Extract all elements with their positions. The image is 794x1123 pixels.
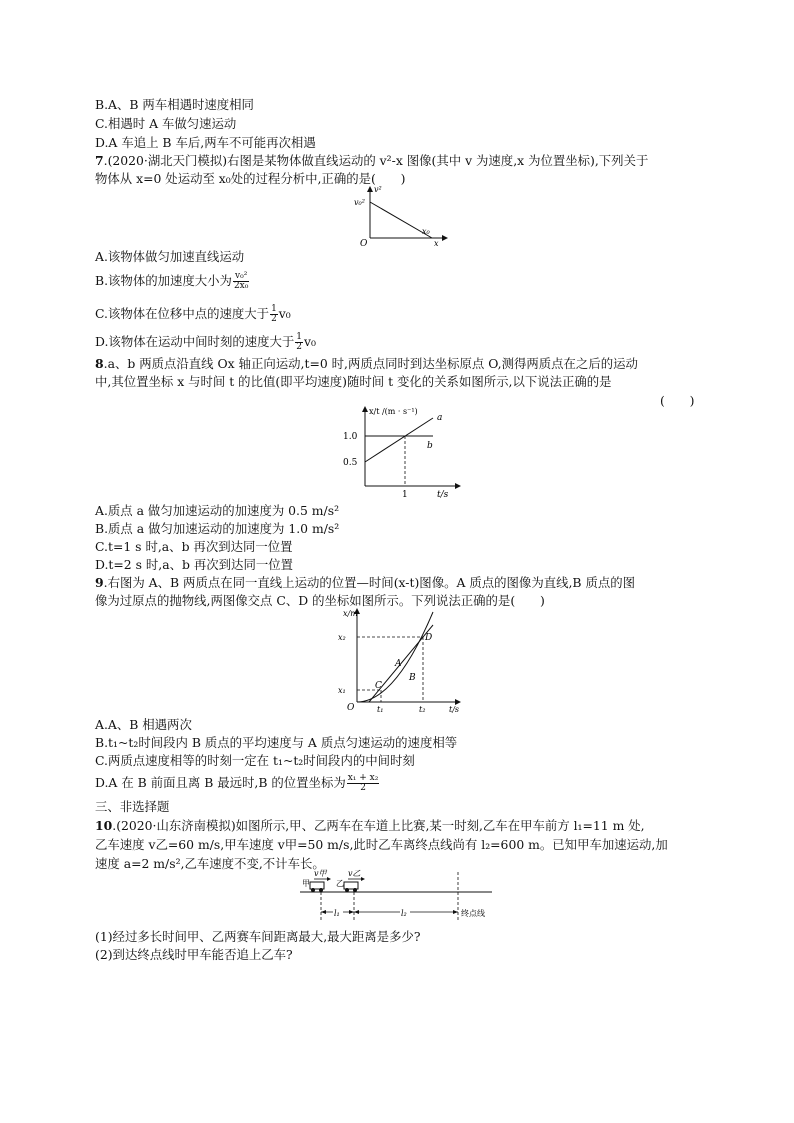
q7-stem-line1: 7.(2020·湖北天门模拟)右图是某物体做直线运动的 v²-x 图像(其中 v 为速度,x 为位置坐标),下列关于	[95, 153, 649, 168]
q9-option-c: C.两质点速度相等的时刻一定在 t₁~t₂时间段内的中间时刻	[95, 753, 415, 768]
q9-curve-b	[357, 612, 433, 702]
q10-figure	[296, 868, 506, 924]
q8-stem-line1: 8.a、b 两质点沿直线 Ox 轴正向运动,t=0 时,两质点同时到达坐标原点 O,测得两质点在之后的运动	[95, 356, 638, 371]
q9-x2-label: x₂	[338, 633, 346, 642]
q8-y-label: x/t /(m · s⁻¹)	[369, 407, 418, 416]
q10-car-jia-wheel-icon	[319, 888, 323, 892]
q9-label-b: B	[409, 673, 416, 683]
q8-figure	[335, 404, 465, 500]
q10-stem-line2: 乙车速度 v乙=60 m/s,甲车速度 v甲=50 m/s,此时乙车离终点线尚有 l₂=600 m。已知甲车加速运动,加	[95, 837, 668, 852]
q10-sub2: (2)到达终点线时甲车能否追上乙车?	[95, 947, 293, 962]
q9-point-d: D	[425, 633, 433, 643]
q8-y-tick-1: 1.0	[343, 432, 358, 442]
q9-x1-label: x₁	[338, 686, 346, 695]
q9-y-label: x/m	[343, 609, 358, 618]
q6-option-d: D.A 车追上 B 车后,两车不可能再次相遇	[95, 135, 316, 150]
q8-option-a: A.质点 a 做匀加速运动的加速度为 0.5 m/s²	[95, 503, 340, 518]
q9-option-a: A.A、B 相遇两次	[95, 717, 192, 732]
q7-y0-label: v₀²	[354, 198, 365, 207]
q7-origin-label: O	[360, 239, 368, 248]
q8-label-a: a	[437, 413, 443, 423]
section-heading: 三、非选择题	[95, 799, 170, 814]
q9-t2-label: t₂	[419, 705, 426, 714]
q10-v-yi-arrow-icon	[361, 877, 365, 881]
q7-option-d-fraction: $\frac{1}{2}$	[296, 332, 303, 352]
q10-l2-label: l₂	[401, 909, 407, 918]
q9-option-d-fraction: $\frac{\text{x₁ + x₂}}{2}$	[347, 773, 379, 793]
q9-number: 9	[95, 575, 104, 590]
q8-x-tick-1: 1	[402, 490, 408, 500]
q7-x-label: x	[434, 239, 439, 248]
q8-x-label: t/s	[437, 490, 449, 500]
q8-answer-paren: ( )	[660, 393, 695, 408]
q9-x-label: t/s	[449, 705, 460, 714]
q7-option-d: D.该物体在运动中间时刻的速度大于 $\frac{1}{2}$ v₀	[95, 332, 316, 352]
q7-option-a: A.该物体做匀加速直线运动	[95, 249, 245, 264]
q8-y-tick-05: 0.5	[343, 458, 358, 468]
q10-dim-l1-arrow-icon	[321, 910, 326, 914]
q9-point-c: C	[375, 681, 382, 691]
q10-stem-line3: 速度 a=2 m/s²,乙车速度不变,不计车长。	[95, 856, 325, 871]
q10-dim-l2-arrow-icon	[453, 910, 458, 914]
q10-car-jia-icon	[310, 882, 324, 889]
q10-number: 10	[95, 818, 113, 833]
q9-t1-label: t₁	[377, 705, 384, 714]
q9-stem-line2: 像为过原点的抛物线,两图像交点 C、D 的坐标如图所示。下列说法正确的是( )	[95, 593, 545, 608]
q10-car-yi-wheel-icon	[353, 888, 357, 892]
q10-v-jia-arrow-icon	[327, 877, 331, 881]
q10-car-jia-wheel-icon	[311, 888, 315, 892]
q7-option-b: B.该物体的加速度大小为 $\frac{\text{v₀²}}{\text{2x₀}}$	[95, 271, 249, 291]
q8-label-b: b	[427, 441, 433, 451]
q7-option-c-fraction: $\frac{1}{2}$	[271, 304, 277, 324]
q9-figure	[335, 606, 470, 718]
q10-l1-label: l₁	[334, 909, 340, 918]
q7-x-arrow-icon	[442, 235, 448, 241]
q6-option-b: B.A、B 两车相遇时速度相同	[95, 97, 254, 112]
q7-option-c: C.该物体在位移中点的速度大于 $\frac{1}{2}$ v₀	[95, 304, 291, 324]
q8-option-b: B.质点 a 做匀加速运动的加速度为 1.0 m/s²	[95, 521, 340, 536]
q7-stem-line2: 物体从 x=0 处运动至 x₀处的过程分析中,正确的是( )	[95, 171, 406, 186]
q10-v-yi-label: v乙	[348, 869, 361, 878]
q7-option-b-fraction: $\frac{\text{v₀²}}{\text{2x₀}}$	[233, 271, 249, 291]
q10-v-jia-label: v甲	[314, 869, 327, 878]
q10-car-yi-wheel-icon	[345, 888, 349, 892]
q10-finish-label: 终点线	[461, 909, 485, 918]
q7-number: 7	[95, 153, 104, 168]
q9-option-d: D.A 在 B 前面且离 B 最远时,B 的位置坐标为 $\frac{\text{x₁ + x₂}}{2}$	[95, 773, 379, 793]
q8-option-d: D.t=2 s 时,a、b 再次到达同一位置	[95, 557, 294, 572]
q9-origin-label: O	[347, 703, 355, 713]
q10-car-yi-icon	[344, 882, 358, 889]
q10-car-jia-label: 甲	[302, 879, 310, 888]
q10-dim-l1-arrow-icon	[349, 910, 354, 914]
q7-x0-label: x₀	[422, 227, 430, 236]
q8-stem-line2: 中,其位置坐标 x 与时间 t 的比值(即平均速度)随时间 t 变化的关系如图所示,以下说法正确的是	[95, 374, 612, 389]
q7-figure	[340, 184, 450, 248]
q10-sub1: (1)经过多长时间甲、乙两赛车间距离最大,最大距离是多少?	[95, 929, 421, 944]
q8-number: 8	[95, 356, 104, 371]
q9-option-b: B.t₁~t₂时间段内 B 质点的平均速度与 A 质点匀速运动的速度相等	[95, 735, 458, 750]
q10-dim-l2-arrow-icon	[354, 910, 359, 914]
q8-x-arrow-icon	[455, 483, 461, 489]
q6-option-c: C.相遇时 A 车做匀速运动	[95, 116, 237, 131]
q10-car-yi-label: 乙	[336, 879, 344, 888]
q9-stem-line1: 9.右图为 A、B 两质点在同一直线上运动的位置—时间(x-t)图像。A 质点的图像为直线,B 质点的图	[95, 575, 636, 590]
q9-label-a: A	[395, 659, 402, 669]
q8-y-arrow-icon	[362, 406, 368, 412]
q7-y-label: v²	[374, 185, 382, 194]
q8-line-a	[365, 418, 433, 462]
q7-y-arrow-icon	[367, 186, 373, 192]
q10-stem-line1: 10.(2020·山东济南模拟)如图所示,甲、乙两车在车道上比赛,某一时刻,乙车在甲车前方 l₁=11 m 处,	[95, 818, 645, 833]
q8-option-c: C.t=1 s 时,a、b 再次到达同一位置	[95, 539, 293, 554]
